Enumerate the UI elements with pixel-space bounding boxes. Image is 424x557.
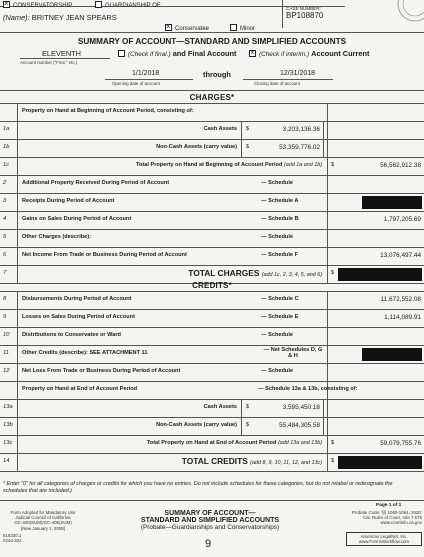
account-ordinal: ELEVENTH [42, 49, 82, 58]
conservatorship-checkbox[interactable] [3, 1, 10, 8]
currency-symbol: $ [331, 162, 335, 168]
amount-col-rule [327, 175, 328, 193]
footer-left [3, 510, 83, 531]
row-rule [0, 417, 424, 418]
minor-label: Minor [240, 26, 256, 32]
inner-col-rule [323, 399, 324, 417]
row-label: Receipts During Period of Account [22, 198, 115, 204]
num-col-rule [17, 309, 18, 327]
row-number: 2 [3, 180, 7, 186]
footer-right-line: Cal. Rules of Court, rule 7.575 [362, 515, 422, 521]
section-rule [0, 291, 424, 292]
row-rule [0, 453, 424, 454]
footer-right-line: www.courtinfo.ca.gov [380, 520, 422, 526]
row-number: 1b [3, 144, 10, 150]
footer-code: 816330.1 [3, 533, 22, 538]
num-col-rule [17, 103, 18, 121]
schedule-ref: — Net Schedules D, G & H [263, 347, 323, 359]
amount-col-rule [327, 229, 328, 247]
row-number: 3 [3, 198, 7, 204]
num-col-rule [17, 229, 18, 247]
inner-col-rule [241, 121, 242, 139]
row-rule [0, 157, 424, 158]
row-label: Other Credits (describe): SEE ATTACHMENT 11 [22, 350, 148, 356]
stamp-line: American LegalNet, Inc. [360, 534, 408, 539]
num-col-rule [17, 211, 18, 229]
row-label-wrap [188, 268, 322, 278]
row-label: TOTAL CHARGES [188, 268, 260, 278]
interim-check-label: (Check if interim.) [259, 51, 310, 58]
currency-symbol: $ [246, 422, 250, 428]
row-label-note: (add 13a and 13b) [277, 440, 322, 446]
row-label-wrap [22, 234, 91, 240]
row-number: 4 [3, 216, 7, 222]
schedule-ref: — Schedule F [261, 252, 298, 258]
interim-option [249, 49, 369, 58]
currency-symbol: $ [246, 126, 250, 132]
conservatee-option [165, 24, 209, 32]
inner-col-rule [323, 121, 324, 139]
credits-title: CREDITS* [192, 281, 232, 290]
row-label: Gains on Sales During Period of Account [22, 216, 132, 222]
row-label-wrap [22, 368, 180, 374]
footer-left-line: GC-400(SUM)/GC-405(SUM) [14, 520, 72, 526]
row-rule [0, 327, 424, 328]
footer-right [336, 510, 422, 526]
case-number-label: CASE NUMBER: [286, 6, 321, 11]
through-label: through [203, 70, 231, 79]
guardianship-label: GUARDIANSHIP OF [105, 3, 161, 9]
row-rule [0, 247, 424, 248]
name-label: (Name): [3, 13, 30, 22]
amount-col-rule [327, 453, 328, 471]
row-label-wrap [204, 126, 237, 132]
row-rule [0, 175, 424, 176]
inner-amount: 3,203,136.36 [282, 126, 320, 133]
amount-col-rule [327, 435, 328, 453]
inner-col-rule [323, 139, 324, 157]
row-label: Net Loss From Trade or Business During Period of Account [22, 368, 181, 374]
num-col-rule [17, 435, 18, 453]
amount-col-rule [327, 363, 328, 381]
row-label-wrap [22, 198, 114, 204]
num-col-rule [17, 453, 18, 471]
row-label-wrap [22, 180, 169, 186]
schedule-ref: — Schedule E [261, 314, 299, 320]
current-account-label: Account Current [311, 49, 370, 58]
row-rule [0, 139, 424, 140]
schedule-ref: — Schedule A [261, 198, 299, 204]
final-check-label: (Check if final.) [128, 51, 171, 58]
row-label: Disbursements During Period of Account [22, 296, 132, 302]
row-rule [0, 381, 424, 382]
outer-amount: 59,079,755.76 [380, 440, 421, 447]
row-rule [0, 435, 424, 436]
row-rule [0, 471, 424, 472]
row-number: 9 [3, 314, 7, 320]
conservatorship-option [3, 1, 72, 9]
inner-amount: 55,484,305.58 [279, 422, 320, 429]
person-name: BRITNEY JEAN SPEARS [31, 13, 117, 22]
row-label: Property on Hand at End of Account Period [22, 386, 138, 392]
amount-col-rule [327, 103, 328, 121]
row-number: 1a [3, 126, 10, 132]
inner-col-rule [241, 139, 242, 157]
currency-symbol: $ [246, 144, 250, 150]
row-number: 8 [3, 296, 7, 302]
row-label-wrap [22, 350, 147, 356]
guardianship-option [95, 1, 161, 9]
footer-center [90, 510, 330, 531]
closing-date: 12/31/2018 [280, 70, 316, 77]
opening-date: 1/1/2018 [132, 70, 160, 77]
outer-amount: 1,797,205.69 [383, 216, 421, 223]
row-label-wrap [156, 422, 237, 428]
outer-amount: 1,114,089.91 [384, 314, 421, 321]
row-label: Total Property on Hand at Beginning of Account Period [135, 162, 283, 168]
row-rule [0, 229, 424, 230]
row-label: Losses on Sales During Period of Account [22, 314, 135, 320]
final-option [118, 49, 236, 58]
row-label-wrap [182, 456, 322, 466]
num-col-rule [17, 157, 18, 175]
amount-col-rule [327, 193, 328, 211]
num-col-rule [17, 417, 18, 435]
amount-col-rule [327, 345, 328, 363]
row-rule [0, 363, 424, 364]
stamp-line: www.FormsWorkflow.com [358, 539, 410, 545]
row-label-note: (add 1c, 2, 3, 4, 5, and 6) [261, 272, 322, 278]
row-rule [0, 121, 424, 122]
num-col-rule [17, 327, 18, 345]
schedule-ref: — Schedule [261, 180, 294, 186]
inner-amount: 53,359,776.02 [279, 144, 320, 151]
row-label: Net Income From Trade or Business During Period of Account [22, 252, 187, 258]
footnote: * Enter "0" for all categories of charges or credits for which you have no entries. Do not include schedules for these categories, but do not relabel or redesignate the schedules that are included.) [3, 481, 393, 494]
row-label-wrap [22, 332, 121, 338]
row-number: 13c [3, 440, 13, 446]
amount-col-rule [327, 399, 328, 417]
amount-col-rule [327, 417, 328, 435]
amount-col-rule [327, 327, 328, 345]
inner-col-rule [241, 399, 242, 417]
row-label-note: (add 8, 9, 10, 11, 12, and 13c) [250, 460, 322, 466]
final-checkbox[interactable] [118, 50, 125, 57]
amount-col-rule [327, 291, 328, 309]
schedule-ref: — Schedule [261, 332, 294, 338]
schedule-ref: — Schedule 13a & 13b, consisting of: [258, 386, 358, 392]
row-label: Property on Hand at Beginning of Account Period, consisting of: [22, 108, 194, 114]
num-col-rule [17, 193, 18, 211]
footer-left-line: Judicial Council of California [15, 515, 71, 521]
account-number-label: Account number ("First," etc.) [20, 60, 78, 65]
row-number: 6 [3, 252, 7, 258]
row-number: 10 [3, 332, 10, 338]
amount-col-rule [327, 247, 328, 265]
row-number: 14 [3, 458, 10, 464]
row-label-wrap [22, 314, 135, 320]
num-col-rule [17, 363, 18, 381]
num-col-rule [17, 381, 18, 399]
inner-col-rule [241, 417, 242, 435]
row-label: Additional Property Received During Period of Account [22, 180, 170, 186]
row-rule [0, 345, 424, 346]
row-number: 7 [3, 270, 7, 276]
outer-amount: 13,076,497.44 [380, 252, 421, 259]
footer-center-title: SUMMARY OF ACCOUNT— [164, 510, 256, 517]
amount-col-rule [327, 211, 328, 229]
num-col-rule [17, 121, 18, 139]
closing-date-label: Closing date of account [254, 81, 300, 86]
row-label-wrap [22, 108, 194, 114]
minor-checkbox[interactable] [230, 24, 237, 31]
case-number: BP108870 [286, 11, 324, 20]
page-of: Page 1 of 1 [376, 503, 402, 508]
conservatorship-label: CONSERVATORSHIP [13, 3, 73, 9]
final-account-label: and Final Account [172, 49, 237, 58]
summary-title: SUMMARY OF ACCOUNT—STANDARD AND SIMPLIFIED ACCOUNTS [77, 37, 347, 46]
row-number: 5 [3, 234, 7, 240]
row-label-wrap [204, 404, 237, 410]
num-col-rule [17, 291, 18, 309]
num-col-rule [17, 399, 18, 417]
currency-symbol: $ [331, 458, 335, 464]
outer-amount: 56,562,912.38 [380, 162, 421, 169]
row-label-wrap [136, 162, 322, 168]
row-label-wrap [22, 296, 132, 302]
inner-col-rule [323, 417, 324, 435]
footer-code: 0244-332 [3, 538, 22, 544]
footer-left-line: Form Adopted for Mandatory Use [10, 510, 76, 515]
guardianship-checkbox[interactable] [95, 1, 102, 8]
num-col-rule [17, 139, 18, 157]
row-label-wrap [156, 144, 237, 150]
row-number: 13a [3, 404, 13, 410]
name-line [3, 13, 117, 22]
outer-amount: 11,672,552.08 [380, 296, 421, 303]
amount-col-rule [327, 121, 328, 139]
conservatee-checkbox[interactable] [165, 24, 172, 31]
minor-option [230, 24, 255, 32]
schedule-ref: — Schedule [261, 368, 294, 374]
row-label-note: (add 1a and 1b) [283, 162, 322, 168]
row-label: Cash Assets [203, 404, 237, 410]
opening-date-label: Opening date of account [112, 81, 160, 86]
schedule-ref: — Schedule B [261, 216, 299, 222]
interim-checkbox[interactable] [249, 50, 256, 57]
num-col-rule [17, 175, 18, 193]
row-number: 13b [3, 422, 13, 428]
row-label: Non-Cash Assets (carry value) [156, 422, 237, 428]
amount-col-rule [327, 157, 328, 175]
redaction-box [362, 348, 422, 361]
schedule-ref: — Schedule [261, 234, 294, 240]
section-rule [0, 103, 424, 104]
inner-amount: 3,595,450.18 [282, 404, 320, 411]
row-label: Total Property on Hand at End of Account Period [146, 440, 277, 446]
footer-right-line: Probate Code, §§ 1060-1064, 2620; [351, 510, 422, 515]
row-label: Other Charges (describe): [22, 234, 92, 240]
footer-left-line: [New January 1, 2008] [21, 525, 65, 531]
page-number: 9 [205, 538, 212, 550]
currency-symbol: $ [331, 270, 335, 276]
legalnet-stamp [346, 532, 422, 546]
amount-col-rule [327, 309, 328, 327]
row-rule [0, 211, 424, 212]
num-col-rule [17, 345, 18, 363]
conservatee-label: Conservatee [175, 26, 210, 32]
row-rule [0, 193, 424, 194]
redaction-box [338, 268, 422, 281]
footer-center-title: STANDARD AND SIMPLIFIED ACCOUNTS [140, 517, 280, 524]
row-number: 1c [3, 162, 10, 168]
row-label: Distributions to Conservatee or Ward [22, 332, 121, 338]
redaction-box [338, 456, 422, 469]
row-label: TOTAL CREDITS [181, 456, 248, 466]
row-number: 12 [3, 368, 10, 374]
row-number: 11 [3, 350, 10, 356]
schedule-ref: — Schedule C [261, 296, 299, 302]
row-rule [0, 309, 424, 310]
row-rule [0, 265, 424, 266]
row-label-wrap [22, 386, 137, 392]
amount-col-rule [327, 139, 328, 157]
row-label-wrap [22, 252, 187, 258]
footer-codes [3, 533, 22, 544]
charges-title: CHARGES* [189, 93, 235, 102]
footer-center-subtitle: (Probate—Guardianships and Conservatorships) [140, 524, 280, 531]
row-label: Cash Assets [203, 126, 237, 132]
corner-seal-icon [395, 0, 424, 22]
num-col-rule [17, 247, 18, 265]
currency-symbol: $ [331, 440, 335, 446]
redaction-box [362, 196, 422, 209]
row-label: Non-Cash Assets (carry value) [156, 144, 237, 150]
row-rule [0, 399, 424, 400]
row-label-wrap [22, 216, 131, 222]
currency-symbol: $ [246, 404, 250, 410]
row-label-wrap [147, 440, 322, 446]
